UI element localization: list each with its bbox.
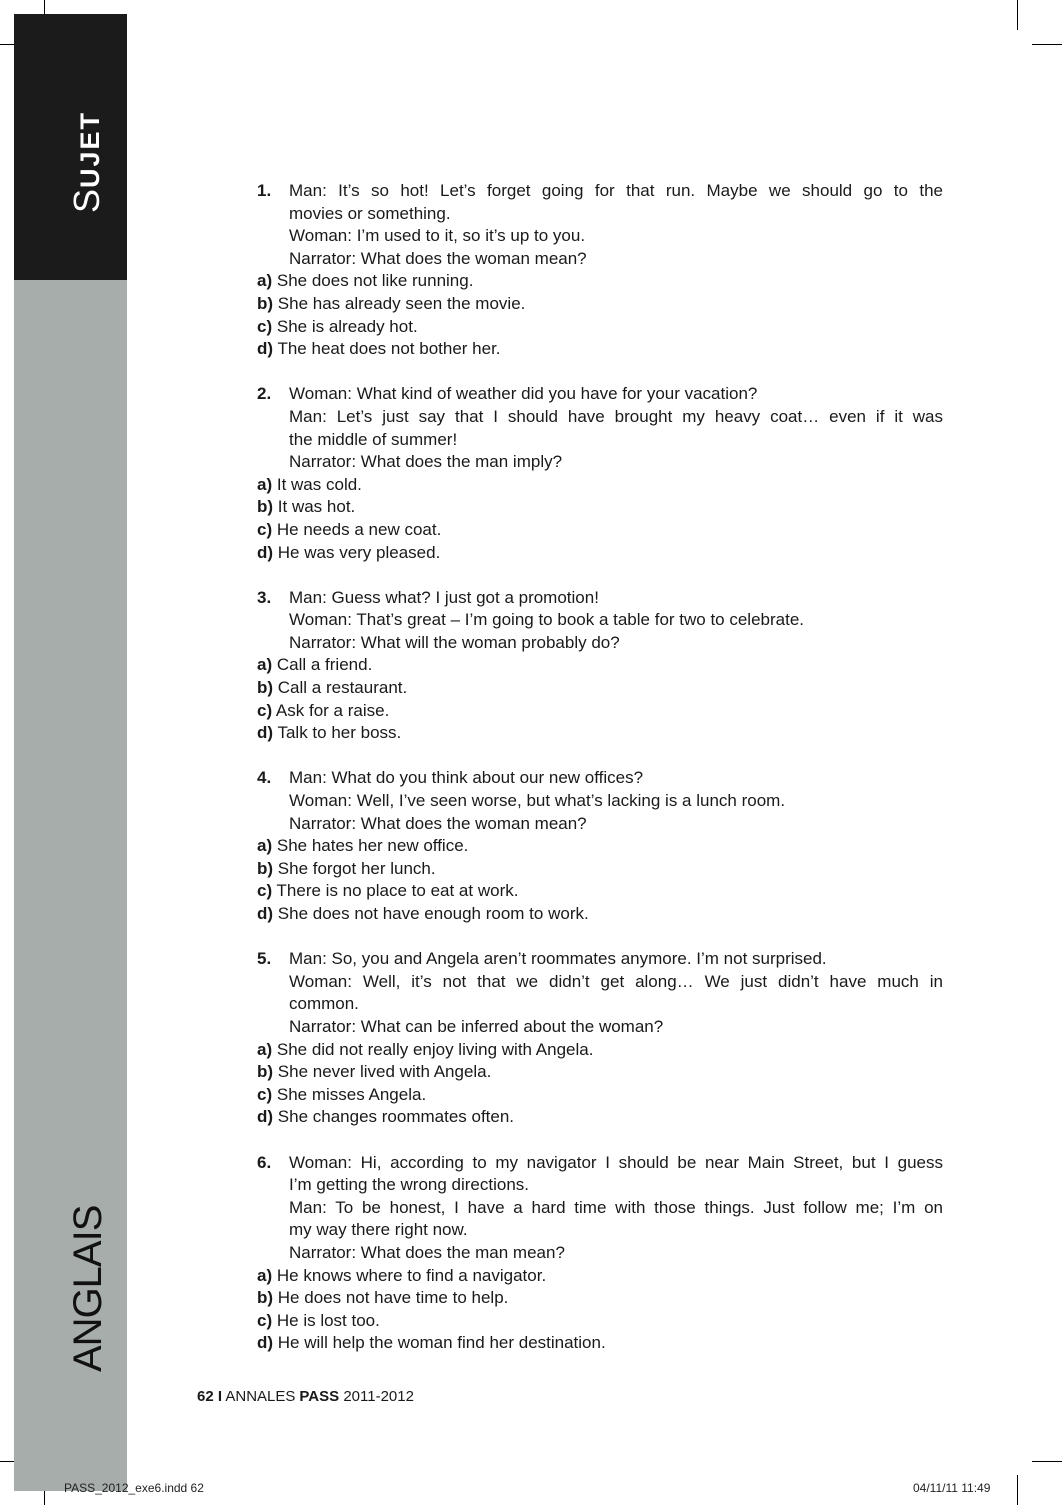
- dialogue-line: Man: To be honest, I have a hard time with those things. Just follow me; I’m on: [289, 1197, 943, 1217]
- option-letter: d): [257, 1107, 274, 1127]
- dialogue-line: my way there right now.: [289, 1220, 468, 1240]
- question-list: [257, 180, 943, 1355]
- dialogue-line: Narrator: What does the man mean?: [289, 1242, 565, 1262]
- dialogue: [289, 383, 943, 473]
- dialogue-line: Narrator: What does the woman mean?: [289, 248, 587, 268]
- dialogue-line: Woman: That’s great – I’m going to book a table for two to celebrate.: [289, 610, 805, 630]
- option-letter: c): [257, 1084, 273, 1104]
- dialogue-line: Narrator: What will the woman probably do?: [289, 632, 620, 652]
- page-footer: [197, 1388, 414, 1405]
- option-text: She misses Angela.: [276, 1084, 427, 1104]
- option-text: She did not really enjoy living with Angela.: [276, 1039, 594, 1059]
- answer-option: [257, 654, 943, 677]
- dialogue-line: Woman: Hi, according to my navigator I should be near Main Street, but I guess: [289, 1152, 943, 1172]
- anglais-label: ANGLAIS: [66, 1205, 110, 1372]
- option-letter: b): [257, 678, 274, 698]
- option-letter: d): [257, 542, 274, 562]
- dialogue-line: Man: What do you think about our new offices?: [289, 768, 644, 788]
- option-text: She does not like running.: [276, 271, 474, 291]
- option-letter: c): [257, 700, 273, 720]
- question-block: [257, 767, 943, 925]
- dialogue-line: Man: So, you and Angela aren’t roommates anymore. I’m not surprised.: [289, 949, 827, 969]
- dialogue-line: Narrator: What does the woman mean?: [289, 813, 587, 833]
- print-file-info: PASS_2012_exe6.indd 62: [64, 1481, 204, 1495]
- answer-option: [257, 542, 943, 565]
- option-letter: c): [257, 519, 273, 539]
- option-letter: a): [257, 271, 273, 291]
- dialogue-line: Woman: What kind of weather did you have for your vacation?: [289, 384, 758, 404]
- answer-option: [257, 270, 943, 293]
- option-letter: a): [257, 474, 273, 494]
- dialogue-line: the middle of summer!: [289, 429, 458, 449]
- option-text: He does not have time to help.: [277, 1288, 509, 1308]
- option-text: Talk to her boss.: [277, 723, 402, 743]
- dialogue-line: Man: Guess what? I just got a promotion!: [289, 587, 599, 607]
- option-text: He knows where to find a navigator.: [276, 1265, 547, 1285]
- option-text: He is lost too.: [276, 1310, 380, 1330]
- answer-option: [257, 1332, 943, 1355]
- option-letter: b): [257, 858, 274, 878]
- answer-option: [257, 1265, 943, 1288]
- answer-option: [257, 496, 943, 519]
- footer-years: 2011-2012: [343, 1388, 414, 1405]
- footer-pass: PASS: [299, 1388, 340, 1405]
- dialogue: [289, 1152, 943, 1265]
- footer-separator: I: [217, 1388, 223, 1405]
- option-text: He was very pleased.: [277, 542, 441, 562]
- answer-option: [257, 722, 943, 745]
- dialogue-line: Woman: I’m used to it, so it’s up to you.: [289, 226, 586, 246]
- print-datetime: 04/11/11 11:49: [913, 1481, 991, 1495]
- crop-mark: [1032, 1461, 1062, 1462]
- answer-option: [257, 880, 943, 903]
- option-text: Ask for a raise.: [275, 700, 390, 720]
- answer-option: [257, 677, 943, 700]
- answer-option: [257, 700, 943, 723]
- option-letter: d): [257, 904, 274, 923]
- footer-annales: ANNALES: [225, 1388, 296, 1405]
- question-block: [257, 587, 943, 745]
- option-letter: a): [257, 655, 273, 675]
- option-text: He will help the woman find her destination.: [277, 1333, 606, 1353]
- option-letter: b): [257, 497, 274, 517]
- option-text: He needs a new coat.: [276, 519, 442, 539]
- crop-mark: [1032, 44, 1062, 45]
- option-text: It was cold.: [276, 474, 362, 494]
- dialogue-line: common.: [289, 994, 359, 1014]
- dialogue-line: Woman: Well, I’ve seen worse, but what’s lacking is a lunch room.: [289, 791, 786, 811]
- option-letter: a): [257, 1039, 273, 1059]
- option-text: She is already hot.: [276, 316, 418, 336]
- answer-option: [257, 1106, 943, 1129]
- option-letter: d): [257, 339, 274, 359]
- dialogue: [289, 180, 943, 270]
- question-block: [257, 948, 943, 1129]
- option-text: She hates her new office.: [276, 836, 469, 856]
- option-letter: d): [257, 723, 274, 743]
- answer-option: [257, 519, 943, 542]
- option-letter: c): [257, 1310, 273, 1330]
- answer-option: [257, 338, 943, 361]
- option-letter: d): [257, 1333, 274, 1353]
- answer-option: [257, 858, 943, 881]
- crop-mark: [1017, 0, 1018, 30]
- option-text: She has already seen the movie.: [277, 293, 526, 313]
- question-block: [257, 180, 943, 361]
- dialogue-line: Man: It’s so hot! Let’s forget going for that run. Maybe we should go to the: [289, 181, 943, 200]
- question-number: 2.: [257, 384, 272, 404]
- answer-option: [257, 1061, 943, 1084]
- sujet-label: SUJET: [66, 110, 107, 213]
- option-text: She forgot her lunch.: [277, 858, 436, 878]
- dialogue-line: Woman: Well, it’s not that we didn’t get along… We just didn’t have much in: [289, 971, 943, 991]
- answer-option: [257, 1084, 943, 1107]
- answer-option: [257, 1310, 943, 1333]
- option-letter: a): [257, 836, 273, 856]
- option-letter: c): [257, 316, 273, 336]
- option-letter: b): [257, 1288, 274, 1308]
- answer-option: [257, 835, 943, 858]
- option-text: The heat does not bother her.: [277, 339, 501, 359]
- option-letter: b): [257, 293, 274, 313]
- answer-option: [257, 293, 943, 316]
- question-number: 3.: [257, 587, 272, 607]
- option-text: There is no place to eat at work.: [276, 881, 519, 901]
- option-text: She does not have enough room to work.: [277, 904, 589, 923]
- option-letter: a): [257, 1265, 273, 1285]
- dialogue: [289, 767, 943, 835]
- answer-option: [257, 474, 943, 497]
- question-block: [257, 1152, 943, 1355]
- option-letter: c): [257, 881, 273, 901]
- option-text: She changes roommates often.: [277, 1107, 515, 1127]
- question-number: 6.: [257, 1152, 272, 1172]
- option-text: Call a friend.: [276, 655, 373, 675]
- option-text: It was hot.: [277, 497, 356, 517]
- question-number: 5.: [257, 949, 272, 969]
- page-number: 62: [197, 1388, 214, 1405]
- question-number: 4.: [257, 768, 272, 788]
- answer-option: [257, 903, 943, 926]
- dialogue: [289, 948, 943, 1038]
- dialogue-line: Narrator: What can be inferred about the woman?: [289, 1016, 664, 1036]
- question-block: [257, 383, 943, 564]
- answer-option: [257, 1039, 943, 1062]
- crop-mark: [1017, 1475, 1018, 1505]
- dialogue-line: movies or something.: [289, 203, 451, 223]
- dialogue: [289, 587, 943, 655]
- answer-option: [257, 316, 943, 339]
- answer-option: [257, 1287, 943, 1310]
- dialogue-line: I’m getting the wrong directions.: [289, 1175, 530, 1195]
- option-text: Call a restaurant.: [277, 678, 408, 698]
- dialogue-line: Narrator: What does the man imply?: [289, 452, 563, 472]
- question-number: 1.: [257, 181, 272, 200]
- option-letter: b): [257, 1062, 274, 1082]
- option-text: She never lived with Angela.: [277, 1062, 492, 1082]
- dialogue-line: Man: Let’s just say that I should have brought my heavy coat… even if it was: [289, 406, 943, 426]
